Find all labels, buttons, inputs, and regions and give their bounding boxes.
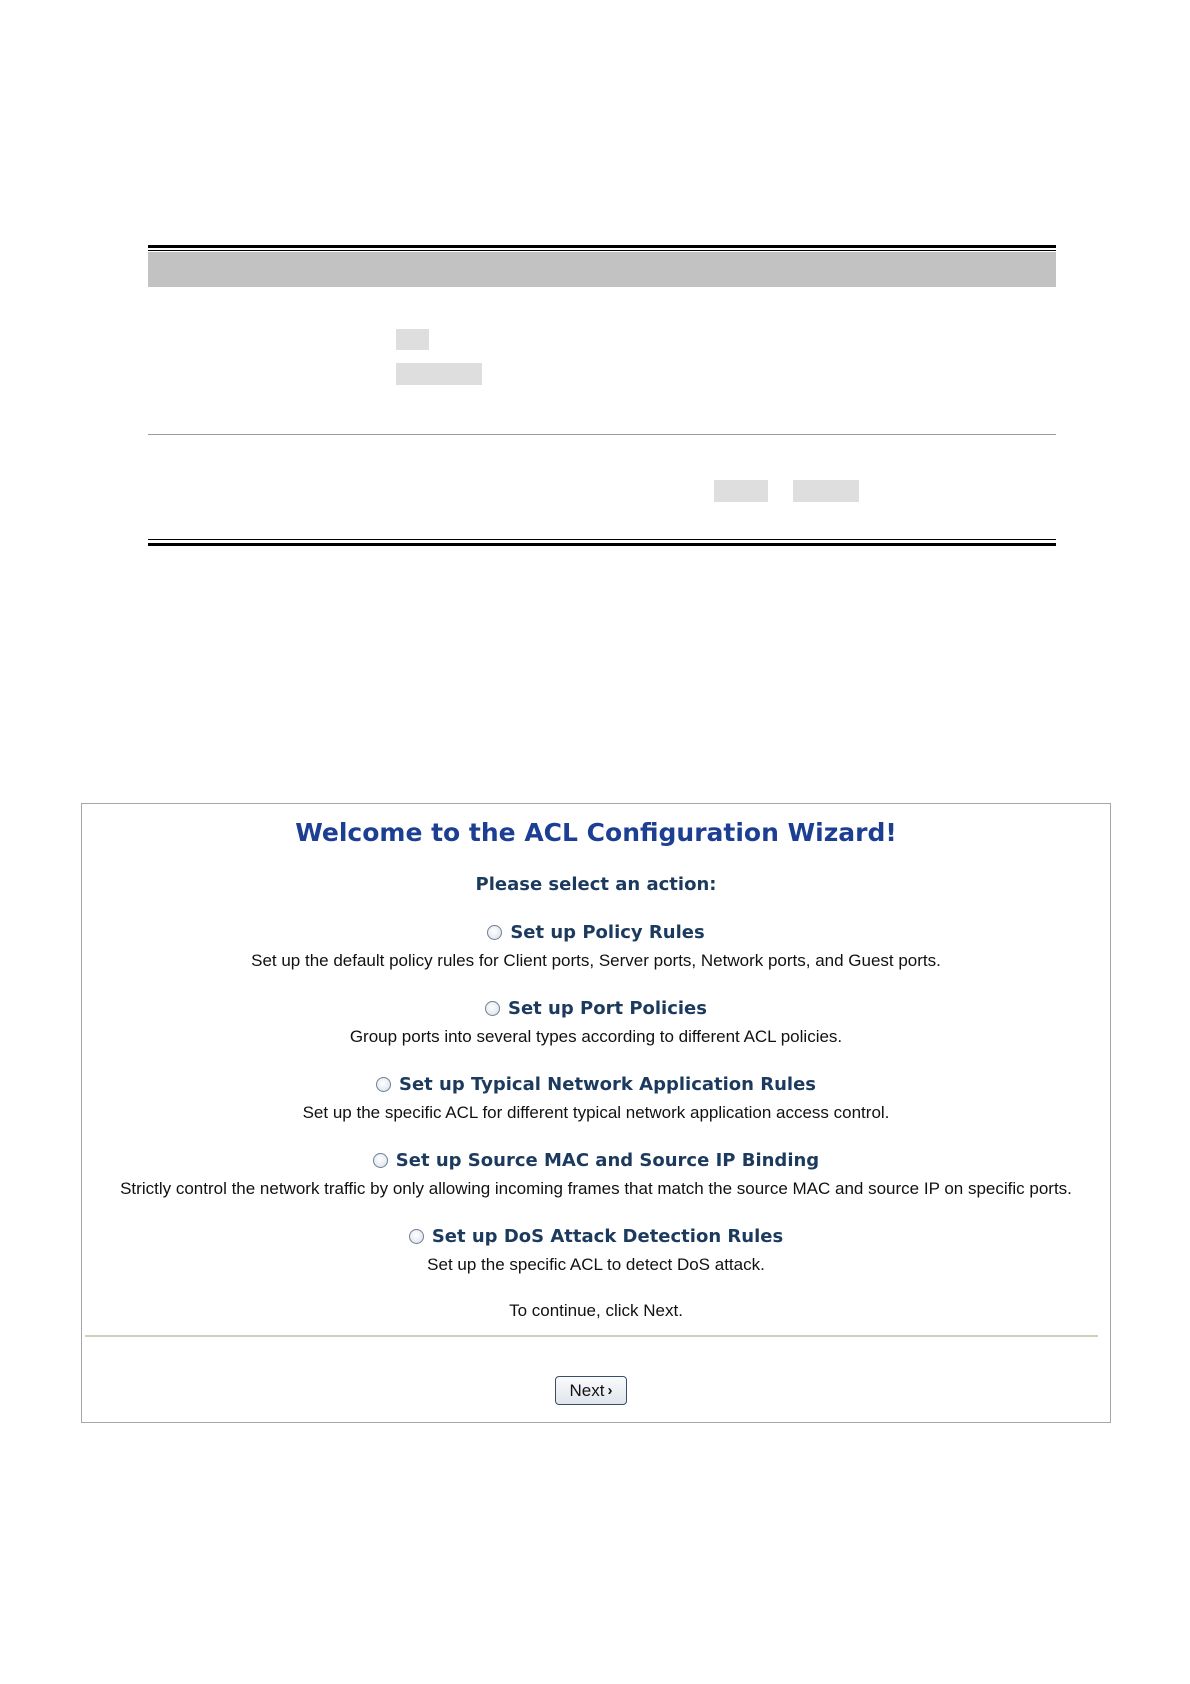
redacted-cell-text	[793, 480, 859, 502]
option-description: Strictly control the network traffic by only allowing incoming frames that match the source MAC and source IP on specific ports.	[120, 1179, 1072, 1198]
option-label: Set up Port Policies	[508, 997, 707, 1019]
wizard-title: Welcome to the ACL Configuration Wizard!	[295, 818, 897, 847]
option-description: Set up the specific ACL to detect DoS attack.	[427, 1255, 765, 1274]
table-header-row	[148, 252, 1056, 287]
table-top-rule-thin	[148, 250, 1056, 251]
redacted-cell-text	[714, 480, 768, 502]
option-label: Set up Typical Network Application Rules	[398, 1073, 817, 1095]
redacted-cell-text	[396, 363, 482, 385]
option-network-application-rules	[82, 1071, 1110, 1123]
port-policies-radio[interactable]	[485, 1001, 500, 1016]
wizard-prompt: Please select an action:	[475, 874, 717, 895]
continue-instruction: To continue, click Next.	[509, 1301, 683, 1320]
option-policy-rules	[82, 919, 1110, 971]
table-bottom-rule-thin	[148, 539, 1056, 540]
option-port-policies	[82, 995, 1110, 1047]
acl-wizard-panel	[81, 803, 1111, 1423]
policy-rules-radio[interactable]	[487, 925, 502, 940]
option-description: Set up the default policy rules for Client ports, Server ports, Network ports, and Guest ports.	[251, 951, 941, 970]
chevron-right-icon: ›	[607, 1382, 613, 1399]
mac-ip-binding-radio[interactable]	[373, 1153, 388, 1168]
network-application-rules-radio[interactable]	[376, 1077, 391, 1092]
option-description: Group ports into several types according to different ACL policies.	[349, 1027, 843, 1046]
reference-table	[148, 245, 1056, 548]
option-label: Set up DoS Attack Detection Rules	[431, 1225, 784, 1247]
next-button-label: Next	[569, 1380, 605, 1400]
option-label: Set up Policy Rules	[510, 921, 705, 943]
table-bottom-rule	[148, 543, 1056, 546]
wizard-divider	[85, 1335, 1098, 1337]
redacted-cell-text	[396, 329, 429, 350]
option-description: Set up the specific ACL for different typical network application access control.	[302, 1103, 890, 1122]
next-button[interactable]	[555, 1376, 627, 1405]
table-row-divider	[148, 434, 1056, 435]
dos-detection-rules-radio[interactable]	[409, 1229, 424, 1244]
option-dos-detection-rules	[82, 1223, 1110, 1275]
option-mac-ip-binding	[82, 1147, 1110, 1199]
option-label: Set up Source MAC and Source IP Binding	[395, 1149, 820, 1171]
table-top-rule	[148, 245, 1056, 248]
